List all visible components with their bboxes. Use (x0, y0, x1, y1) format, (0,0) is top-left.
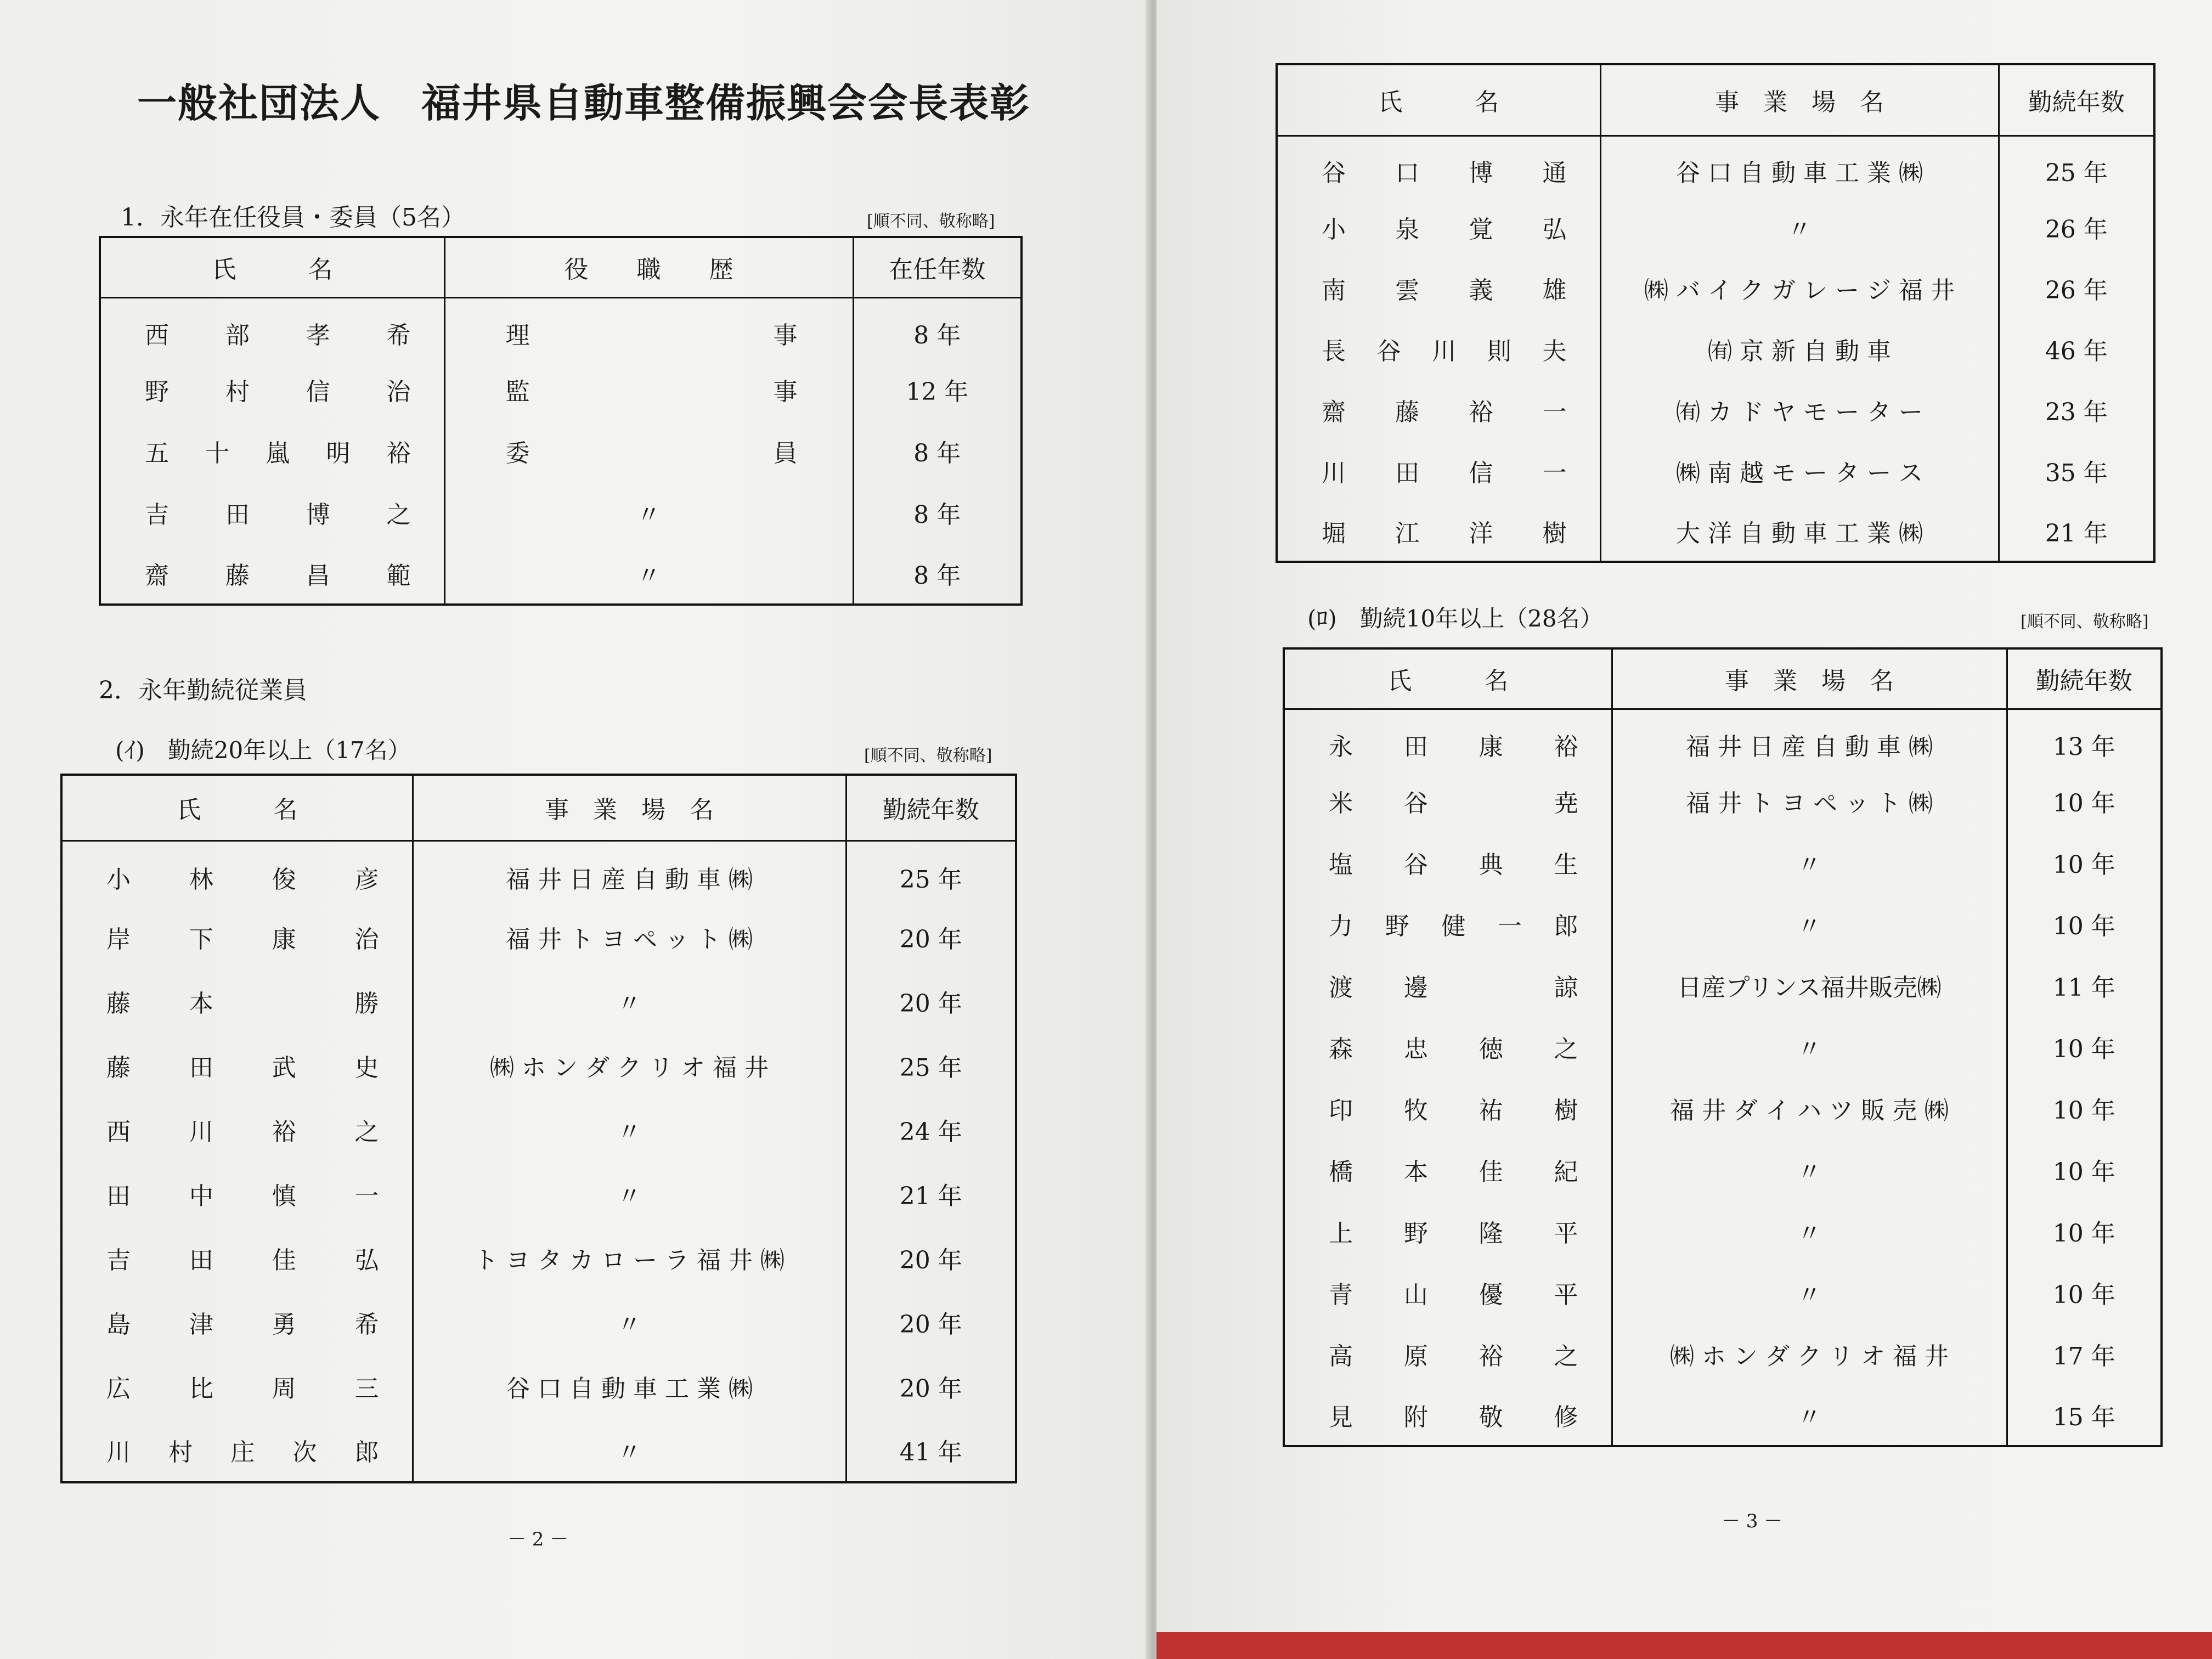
officers-header-years: 在任年数 (853, 237, 1022, 297)
officer-years: 8 年 (853, 420, 1022, 482)
employee-name: 広比周三 (106, 1374, 379, 1403)
employees10-table (1283, 647, 2163, 1447)
employee-years: 25 年 (1999, 136, 2154, 196)
employee-years: 26 年 (1999, 196, 2154, 257)
section2-note: [順不同、敬称略] (864, 746, 992, 765)
employee-name: 渡邊 諒 (1329, 974, 1578, 1002)
employee-name: 藤本 勝 (106, 989, 379, 1018)
employee-years: 10 年 (2007, 1200, 2162, 1262)
section2-subheading: (ｲ) 勤続20年以上（17名） (115, 737, 411, 764)
officer-years: 12 年 (853, 359, 1022, 420)
employee-name: 長谷川則夫 (1322, 337, 1567, 365)
emp20-header-biz: 事 業 場 名 (413, 775, 846, 840)
employee-years: 46 年 (1999, 318, 2154, 379)
employee-business: ㈲ カ ド ヤ モ ー タ ー (1600, 379, 1999, 440)
employee-name: 高原裕之 (1329, 1342, 1578, 1370)
table-row (61, 840, 1016, 905)
table-row (1284, 1262, 2162, 1323)
officer-post: 委員 (444, 420, 853, 482)
table-row (1284, 893, 2162, 955)
employee-business: 福 井 ダ イ ハ ツ 販 売 ㈱ (1612, 1077, 2007, 1139)
employee-business: 福 井 日 産 自 動 車 ㈱ (413, 840, 846, 905)
right-page (1156, 0, 2212, 1659)
employee-years: 17 年 (2007, 1323, 2162, 1385)
employee-business: 日産プリンス福井販売㈱ (1612, 955, 2007, 1016)
employee-name: 小林俊彦 (106, 866, 379, 894)
employee-business: 〃 (1600, 196, 1999, 257)
page-number-right: － 3 － (1722, 1510, 1783, 1532)
employee-name: 川村庄次郎 (106, 1438, 379, 1466)
emp10-header-name: 氏 名 (1284, 648, 1612, 709)
employee-business: 大 洋 自 動 車 工 業 ㈱ (1600, 501, 1999, 562)
employee-years: 10 年 (2007, 1262, 2162, 1323)
table-row (61, 1418, 1016, 1482)
employee-years: 24 年 (846, 1097, 1016, 1161)
section1-heading: 1．永年在任役員・委員（5名） (121, 204, 465, 232)
officer-years: 8 年 (853, 297, 1022, 359)
employee-years: 25 年 (846, 840, 1016, 905)
employee-name: 吉田佳弘 (106, 1246, 379, 1274)
emp20-header-years: 勤続年数 (846, 775, 1016, 840)
emp10-header-biz: 事 業 場 名 (1612, 648, 2007, 709)
employee-name: 見附敬修 (1329, 1403, 1578, 1431)
table-row (1277, 196, 2154, 257)
table-row (1284, 770, 2162, 832)
employee-years: 21 年 (1999, 501, 2154, 562)
employee-years: 10 年 (2007, 893, 2162, 955)
employee-business: 〃 (413, 969, 846, 1033)
employee-name: 齋藤裕一 (1322, 398, 1567, 426)
employee-business: 〃 (1612, 1262, 2007, 1323)
officers-header-name: 氏 名 (100, 237, 444, 297)
employee-years: 41 年 (846, 1418, 1016, 1482)
employees20-continued-table (1276, 63, 2155, 563)
employee-years: 35 年 (1999, 440, 2154, 501)
emp20-header-name: 氏 名 (61, 775, 413, 840)
employee-name: 岸下康治 (106, 925, 379, 953)
table-row (1284, 1139, 2162, 1200)
table-row (1284, 709, 2162, 770)
employee-business: 〃 (413, 1161, 846, 1226)
employee-name: 橋本佳紀 (1329, 1158, 1578, 1186)
employee-business: 福 井 日 産 自 動 車 ㈱ (1612, 709, 2007, 770)
employee-name: 川田信一 (1322, 459, 1567, 487)
table-row (1277, 318, 2154, 379)
employee-business: ㈱ バ イ ク ガ レ ー ジ 福 井 (1600, 257, 1999, 318)
employee-name: 南雲義雄 (1322, 276, 1567, 304)
employees20-table (60, 774, 1017, 1483)
employee-years: 10 年 (2007, 1016, 2162, 1077)
officer-years: 8 年 (853, 482, 1022, 543)
table-row (1277, 501, 2154, 562)
employee-business: 福 井 ト ヨ ペ ッ ト ㈱ (413, 905, 846, 969)
officers-header-post: 役 職 歴 (444, 237, 853, 297)
employee-name: 藤田武史 (106, 1053, 379, 1082)
table-row (100, 482, 1022, 543)
employee-name: 島津勇希 (106, 1310, 379, 1339)
employee-business: 〃 (1612, 1139, 2007, 1200)
officers-table (99, 236, 1023, 606)
officer-years: 8 年 (853, 543, 1022, 605)
table-row (61, 1161, 1016, 1226)
employee-business: 谷 口 自 動 車 工 業 ㈱ (1600, 136, 1999, 196)
employee-business: 〃 (413, 1290, 846, 1354)
officer-post: 〃 (444, 543, 853, 605)
emp20c-header-name: 氏 名 (1277, 64, 1600, 136)
employee-business: ㈲ 京 新 自 動 車 (1600, 318, 1999, 379)
employee-years: 10 年 (2007, 1077, 2162, 1139)
table-row (1277, 136, 2154, 196)
employee-years: 11 年 (2007, 955, 2162, 1016)
officer-name: 西部孝希 (145, 321, 411, 349)
employee-years: 23 年 (1999, 379, 2154, 440)
page-number-left: － 2 － (507, 1528, 569, 1550)
employee-years: 20 年 (846, 1354, 1016, 1418)
table-row (1277, 440, 2154, 501)
employee-business: 福 井 ト ヨ ペ ッ ト ㈱ (1612, 770, 2007, 832)
employee-years: 10 年 (2007, 1139, 2162, 1200)
officer-name: 野村信治 (145, 378, 411, 406)
officer-name: 吉田博之 (145, 501, 411, 529)
employee-name: 永田康裕 (1329, 732, 1578, 761)
section-ro-note: [順不同、敬称略] (2021, 612, 2149, 631)
employee-name: 谷口博通 (1322, 159, 1567, 188)
employee-years: 13 年 (2007, 709, 2162, 770)
employee-business: 〃 (1612, 893, 2007, 955)
officer-name: 五十嵐明裕 (145, 439, 411, 467)
table-row (61, 1033, 1016, 1097)
employee-business: 〃 (1612, 832, 2007, 893)
employee-years: 25 年 (846, 1033, 1016, 1097)
employee-name: 青山優平 (1329, 1281, 1578, 1309)
emp10-header-years: 勤続年数 (2007, 648, 2162, 709)
employee-name: 印牧祐樹 (1329, 1097, 1578, 1125)
employee-business: 〃 (1612, 1200, 2007, 1262)
employee-business: 〃 (1612, 1385, 2007, 1446)
table-row (1284, 1323, 2162, 1385)
employee-years: 20 年 (846, 1226, 1016, 1290)
table-row (1284, 1385, 2162, 1446)
employee-years: 10 年 (2007, 832, 2162, 893)
employee-business: 〃 (1612, 1016, 2007, 1077)
employee-business: ㈱ ホ ン ダ ク リ オ 福 井 (413, 1033, 846, 1097)
employee-name: 森忠徳之 (1329, 1035, 1578, 1063)
table-row (1277, 257, 2154, 318)
table-row (61, 1097, 1016, 1161)
employee-business: ト ヨ タ カ ロ ー ラ 福 井 ㈱ (413, 1226, 846, 1290)
employee-years: 20 年 (846, 905, 1016, 969)
section2-heading: 2．永年勤続従業員 (99, 676, 307, 704)
employee-business: 〃 (413, 1097, 846, 1161)
employee-name: 西川裕之 (106, 1118, 379, 1146)
table-row (1284, 1016, 2162, 1077)
officer-post: 監事 (444, 359, 853, 420)
table-row (61, 1354, 1016, 1418)
employee-years: 20 年 (846, 969, 1016, 1033)
employee-years: 20 年 (846, 1290, 1016, 1354)
employee-years: 10 年 (2007, 770, 2162, 832)
table-row (61, 905, 1016, 969)
table-row (61, 969, 1016, 1033)
employee-business: 谷 口 自 動 車 工 業 ㈱ (413, 1354, 846, 1418)
employee-name: 力野健一郎 (1329, 912, 1578, 940)
table-row (100, 359, 1022, 420)
emp20c-header-biz: 事 業 場 名 (1600, 64, 1999, 136)
background-red-surface (1156, 1632, 2212, 1659)
officer-name: 齋藤昌範 (145, 562, 411, 590)
table-row (1284, 1200, 2162, 1262)
employee-name: 田中慎一 (106, 1182, 379, 1210)
employee-name: 上野隆平 (1329, 1220, 1578, 1248)
table-row (1284, 1077, 2162, 1139)
employee-name: 塩谷典生 (1329, 851, 1578, 879)
section-ro-heading: (ﾛ) 勤続10年以上（28名） (1307, 605, 1603, 632)
employee-name: 米谷 尭 (1329, 789, 1578, 817)
employee-years: 26 年 (1999, 257, 2154, 318)
employee-business: 〃 (413, 1418, 846, 1482)
employee-business: ㈱ ホ ン ダ ク リ オ 福 井 (1612, 1323, 2007, 1385)
officer-post: 理事 (444, 297, 853, 359)
employee-years: 21 年 (846, 1161, 1016, 1226)
table-row (100, 543, 1022, 605)
emp20c-header-years: 勤続年数 (1999, 64, 2154, 136)
table-row (1284, 955, 2162, 1016)
table-row (100, 420, 1022, 482)
table-row (61, 1290, 1016, 1354)
employee-name: 堀江洋樹 (1322, 519, 1567, 548)
section1-note: [順不同、敬称略] (867, 212, 995, 231)
employee-years: 15 年 (2007, 1385, 2162, 1446)
table-row (1277, 379, 2154, 440)
employee-business: ㈱ 南 越 モ ー タ ー ス (1600, 440, 1999, 501)
table-row (100, 297, 1022, 359)
table-row (61, 1226, 1016, 1290)
table-row (1284, 832, 2162, 893)
officer-post: 〃 (444, 482, 853, 543)
employee-name: 小泉覚弘 (1322, 215, 1567, 244)
document-title: 一般社団法人 福井県自動車整備振興会会長表彰 (137, 80, 1031, 126)
